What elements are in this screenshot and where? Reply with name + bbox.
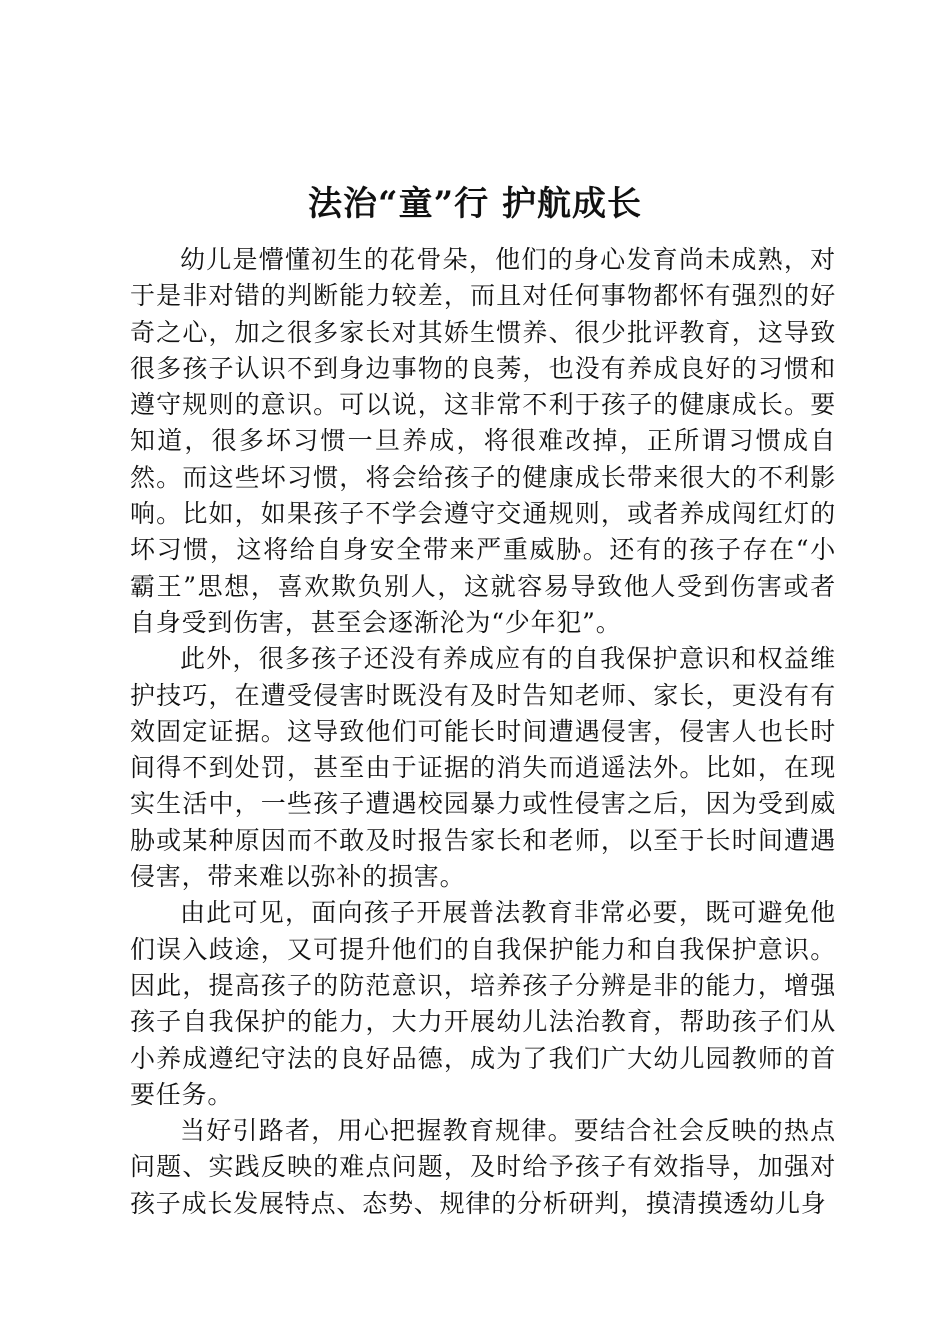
paragraph-3: 由此可见，面向孩子开展普法教育非常必要，既可避免他们误入歧途，又可提升他们的自我保护能力和自我保护意识。因此，提高孩子的防范意识，培养孩子分辨是非的能力，增强孩子自我保护的能力，大力开展幼儿法治教育，帮助孩子们从小养成遵纪守法的良好品德，成为了我们广大幼儿园教师的首要任务。 [130,898,836,1109]
paragraph-2: 此外，很多孩子还没有养成应有的自我保护意识和权益维护技巧，在遭受侵害时既没有及时告知老师、家长，更没有有效固定证据。这导致他们可能长时间遭遇侵害，侵害人也长时间得不到处罚，甚至由于证据的消失而逍遥法外。比如，在现实生活中，一些孩子遭遇校园暴力或性侵害之后，因为受到威胁或某种原因而不敢及时报告家长和老师，以至于长时间遭遇侵害，带来难以弥补的损害。 [130,644,836,892]
document-title: 法治“童”行 护航成长 [308,184,642,224]
document-body [130,242,836,1222]
paragraph-1: 幼儿是懵懂初生的花骨朵，他们的身心发育尚未成熟，对于是非对错的判断能力较差，而且对任何事物都怀有强烈的好奇之心，加之很多家长对其娇生惯养、很少批评教育，这导致很多孩子认识不到身边事物的良莠，也没有养成良好的习惯和遵守规则的意识。可以说，这非常不利于孩子的健康成长。要知道，很多坏习惯一旦养成，将很难改掉，正所谓习惯成自然。而这些坏习惯，将会给孩子的健康成长带来很大的不利影响。比如，如果孩子不学会遵守交通规则，或者养成闯红灯的坏习惯，这将给自身安全带来严重威胁。还有的孩子存在“小霸王”思想，喜欢欺负别人，这就容易导致他人受到伤害或者自身受到伤害，甚至会逐渐沦为“少年犯”。 [130,245,836,637]
paragraph-4: 当好引路者，用心把握教育规律。要结合社会反映的热点问题、实践反映的难点问题，及时给予孩子有效指导，加强对孩子成长发展特点、态势、规律的分析研判，摸清摸透幼儿身 [130,1116,836,1218]
